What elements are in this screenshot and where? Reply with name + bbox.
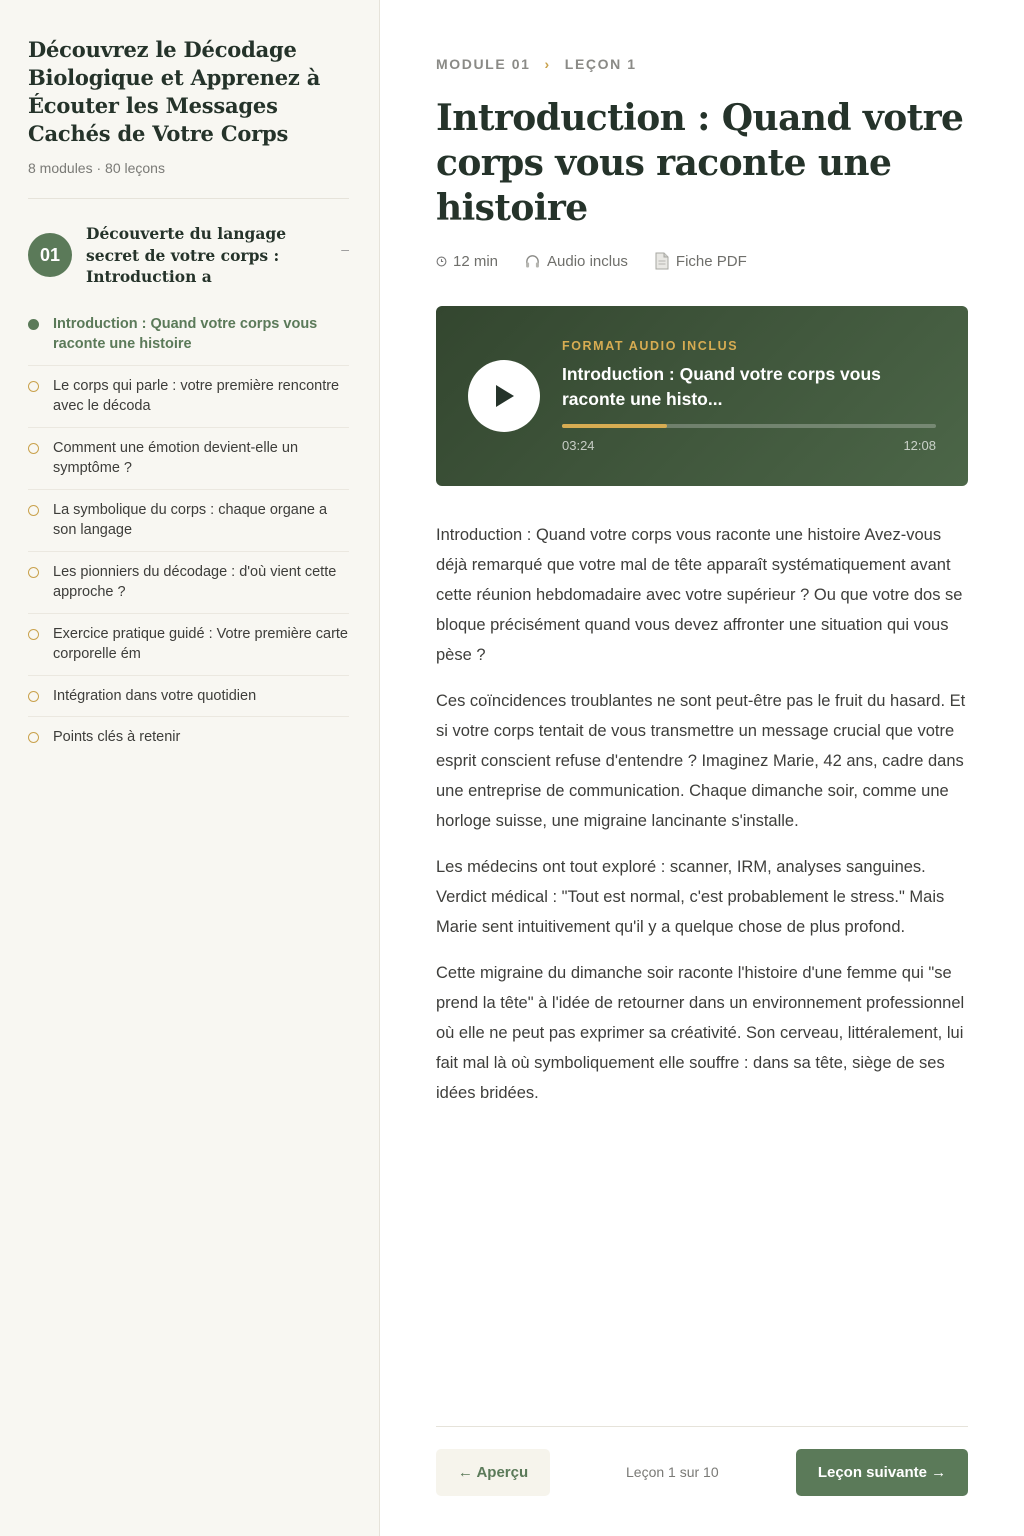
audio-track-title: Introduction : Quand votre corps vous raconte une histo... [562, 364, 881, 409]
lesson-item[interactable] [28, 314, 349, 366]
lesson-label: Intégration dans votre quotidien [53, 687, 257, 704]
lesson-title: Introduction : Quand votre corps vous raconte une histoire [436, 97, 964, 229]
content-paragraph: Les médecins ont tout exploré : scanner, IRM, analyses sanguines. Verdict médical : "Tout est normal, c'est probablement le stress." Mais Marie sent intuitivement qu'il y a quelque chose de plus profond. [436, 858, 945, 936]
module-title: Découverte du langage secret de votre corps : Introduction a [86, 224, 287, 286]
play-button[interactable] [468, 360, 540, 432]
audio-progress-fill [562, 424, 667, 428]
lesson-item[interactable] [28, 366, 349, 428]
lesson-item[interactable] [28, 614, 349, 676]
audio-player [436, 306, 968, 486]
lesson-item[interactable] [28, 490, 349, 552]
pdf-text: Fiche PDF [675, 252, 747, 270]
lesson-item[interactable] [28, 717, 349, 758]
chevron-right-icon: › [544, 56, 551, 72]
module-header[interactable] [28, 223, 349, 288]
lesson-label: Les pionniers du décodage : d'où vient cette approche ? [53, 563, 337, 600]
document-icon [654, 252, 670, 270]
lesson-label: Comment une émotion devient-elle un symptôme ? [53, 439, 299, 476]
lesson-label: Le corps qui parle : votre première rencontre avec le décoda [53, 377, 340, 414]
lesson-content [436, 520, 968, 1124]
pdf-meta[interactable] [654, 252, 747, 270]
audio-text: Audio inclus [547, 252, 628, 270]
lesson-status-icon [28, 381, 39, 392]
lesson-status-icon [28, 505, 39, 516]
lesson-meta [436, 252, 773, 270]
course-meta: 8 modules · 80 leçons [28, 160, 165, 176]
lesson-item[interactable] [28, 428, 349, 490]
course-title: Découvrez le Décodage Biologique et Apprenez à Écouter les Messages Cachés de Votre Corps [28, 37, 321, 146]
lesson-label: Exercice pratique guidé : Votre première carte corporelle ém [53, 625, 348, 662]
lesson-status-icon [28, 691, 39, 702]
lesson-counter: Leçon 1 sur 10 [626, 1464, 719, 1480]
content-paragraph: Ces coïncidences troublantes ne sont peut-être pas le fruit du hasard. Et si votre corps tentait de vous transmettre un message crucial que votre esprit conscient refuse d'entendre ? Imaginez Marie, 42 ans, cadre dans une entreprise de communication. Chaque dimanche soir, comme une horloge suisse, une migraine lancinante s'installe. [436, 692, 966, 830]
module-number-badge: 01 [28, 233, 72, 277]
lesson-status-icon [28, 629, 39, 640]
breadcrumb [436, 56, 637, 72]
headphones-icon [524, 253, 541, 270]
content-paragraph: Cette migraine du dimanche soir raconte l'histoire d'une femme qui "se prend la tête" à l'idée de retourner dans un environnement professionnel où elle ne peut pas exprimer sa créativité. Son cerveau, littéralement, lui fait mal là où symboliquement elle souffre : dans sa tête, siège de ses idées bridées. [436, 964, 965, 1102]
duration-meta [436, 253, 498, 270]
breadcrumb-module[interactable]: MODULE 01 [436, 56, 531, 72]
next-lesson-button[interactable]: Leçon suivante → [796, 1449, 968, 1496]
current-time: 03:24 [562, 438, 595, 453]
audio-progress-bar[interactable] [562, 424, 936, 428]
previous-button[interactable]: ← Aperçu [436, 1449, 550, 1496]
lesson-list [28, 314, 349, 758]
clock-icon [436, 256, 447, 267]
lesson-status-icon [28, 567, 39, 578]
lesson-main [436, 0, 968, 1536]
course-sidebar [0, 0, 380, 1536]
breadcrumb-lesson: LEÇON 1 [564, 56, 637, 72]
lesson-status-icon [28, 319, 39, 330]
total-time: 12:08 [903, 438, 936, 453]
sidebar-divider [28, 198, 349, 199]
lesson-status-icon [28, 732, 39, 743]
play-icon [491, 382, 517, 410]
footer-divider [436, 1426, 968, 1427]
duration-text: 12 min [453, 252, 499, 270]
lesson-status-icon [28, 443, 39, 454]
collapse-icon[interactable]: – [341, 241, 349, 257]
lesson-label: Introduction : Quand votre corps vous raconte une histoire [53, 315, 318, 352]
lesson-item[interactable] [28, 552, 349, 614]
lesson-label: Points clés à retenir [53, 729, 181, 745]
audio-meta [524, 253, 628, 270]
audio-format-label: FORMAT AUDIO INCLUS [562, 339, 739, 353]
lesson-label: La symbolique du corps : chaque organe a son langage [53, 501, 328, 538]
content-paragraph: Introduction : Quand votre corps vous raconte une histoire Avez-vous déjà remarqué que votre mal de tête apparaît systématiquement avant cette réunion hebdomadaire avec votre supérieur ? Ou que votre dos se bloque précisément quand vous devez affronter une situation qui vous pèse ? [436, 526, 963, 664]
lesson-item[interactable] [28, 676, 349, 718]
